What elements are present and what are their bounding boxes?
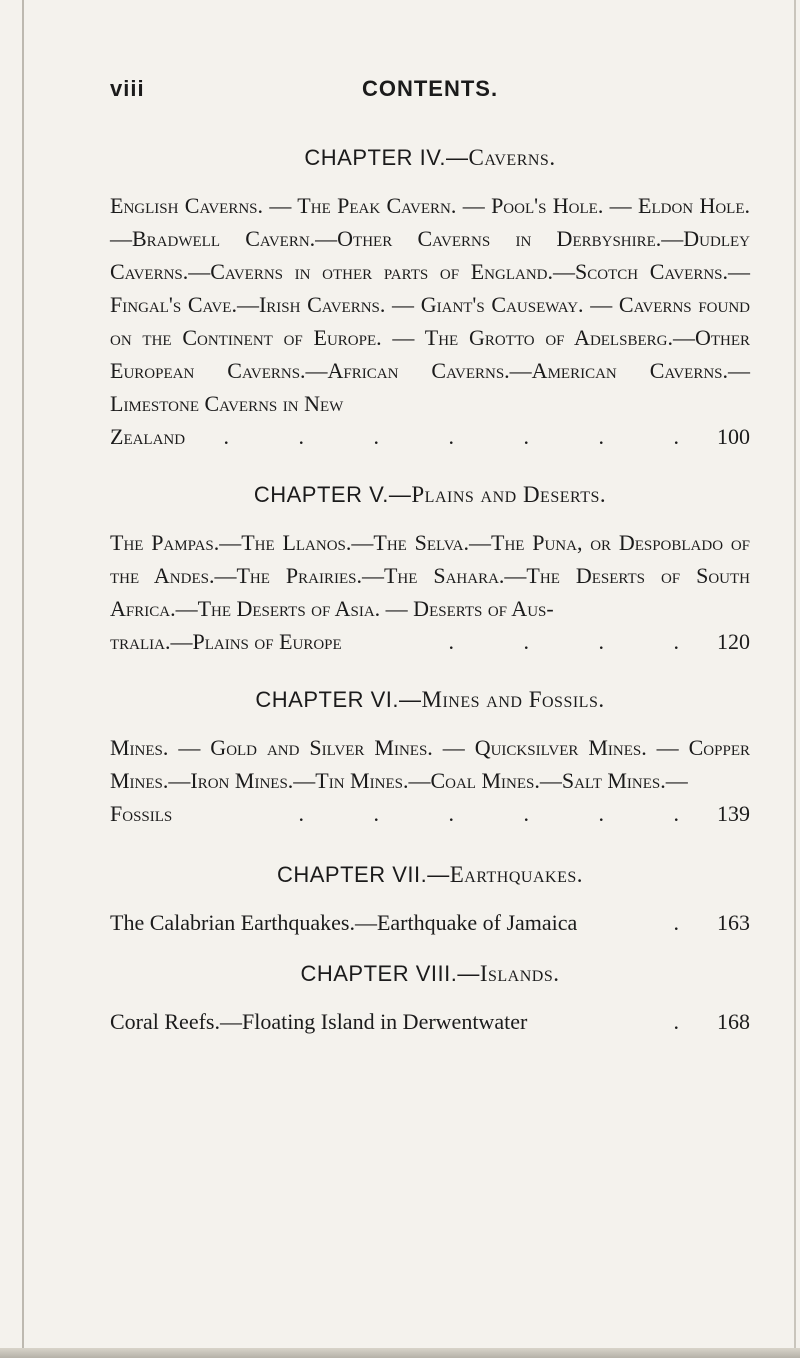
chapter-label: CHAPTER IV.— bbox=[304, 145, 469, 170]
toc-entry-line bbox=[110, 906, 750, 939]
chapter-label: CHAPTER VIII.— bbox=[300, 961, 480, 986]
chapter-heading bbox=[110, 961, 750, 987]
toc-entry-line bbox=[110, 625, 750, 658]
toc-entry-line bbox=[110, 420, 750, 453]
page-edge-right bbox=[794, 0, 796, 1358]
chapter-heading bbox=[110, 482, 750, 508]
dot-leader: . . . . . . . bbox=[223, 424, 711, 449]
entry-last-line: Coral Reefs.—Floating Island in Derwentwater bbox=[110, 1009, 528, 1034]
entry-last-line: tralia.—Plains of Europe bbox=[110, 629, 342, 654]
chapter-summary: Mines. — Gold and Silver Mines. — Quicksilver Mines. — Copper Mines.—Iron Mines.—Tin Mines.—Coal Mines.—Salt Mines.— bbox=[110, 735, 750, 793]
toc-entry-line bbox=[110, 1005, 750, 1038]
chapter-summary: English Caverns. — The Peak Cavern. — Pool's Hole. — Eldon Hole.—Bradwell Cavern.—Other Caverns in Derbyshire.—Dudley Caverns.—Caverns in other parts of England.—Scotch Caverns.—Fingal's Cave.—Irish Caverns. — Giant's Causeway. — Caverns found on the Continent of Europe. — The Grotto of Adelsberg.—Other European Caverns.—African Caverns.—American Caverns.—Limestone Caverns in New bbox=[110, 193, 750, 416]
chapter-topic: Plains and Deserts. bbox=[411, 482, 607, 507]
chapter-heading bbox=[110, 862, 750, 888]
chapter-iv bbox=[110, 145, 750, 453]
chapter-vii bbox=[110, 862, 750, 939]
entry-last-line: Fossils bbox=[110, 801, 173, 826]
chapter-topic: Earthquakes. bbox=[449, 862, 584, 887]
dot-leader: . . . . . . bbox=[298, 801, 711, 826]
chapter-v bbox=[110, 482, 750, 658]
toc-entry-line bbox=[110, 797, 750, 830]
chapter-summary: The Pampas.—The Llanos.—The Selva.—The Puna, or Despoblado of the Andes.—The Prairies.—The Sahara.—The Deserts of South Africa.—The Deserts of Asia. — Deserts of Aus- bbox=[110, 530, 750, 621]
page-reference: 163 bbox=[717, 910, 750, 935]
entry-last-line: Zealand bbox=[110, 424, 186, 449]
dot-leader: . bbox=[673, 910, 711, 935]
page-reference: 100 bbox=[717, 424, 750, 449]
entry-last-line: The Calabrian Earthquakes.—Earthquake of Jamaica bbox=[110, 910, 578, 935]
chapter-viii bbox=[110, 961, 750, 1038]
chapter-label: CHAPTER VII.— bbox=[276, 862, 450, 887]
chapter-heading bbox=[110, 145, 750, 171]
chapter-topic: Caverns. bbox=[468, 145, 556, 170]
page-edge-left bbox=[22, 0, 24, 1358]
running-title: CONTENTS. bbox=[361, 76, 499, 101]
chapter-topic: Mines and Fossils. bbox=[421, 687, 605, 712]
dot-leader: . . . . bbox=[448, 629, 711, 654]
chapter-topic: Islands. bbox=[479, 961, 560, 986]
page-header bbox=[110, 76, 750, 108]
chapter-label: CHAPTER V.— bbox=[253, 482, 412, 507]
page-reference: 139 bbox=[717, 801, 750, 826]
dot-leader: . bbox=[673, 1009, 711, 1034]
page-reference: 168 bbox=[717, 1009, 750, 1034]
chapter-vi bbox=[110, 687, 750, 830]
page-number: viii bbox=[110, 76, 145, 101]
bottom-edge bbox=[0, 1348, 800, 1358]
chapter-label: CHAPTER VI.— bbox=[255, 687, 422, 712]
page-reference: 120 bbox=[717, 629, 750, 654]
chapter-heading bbox=[110, 687, 750, 713]
